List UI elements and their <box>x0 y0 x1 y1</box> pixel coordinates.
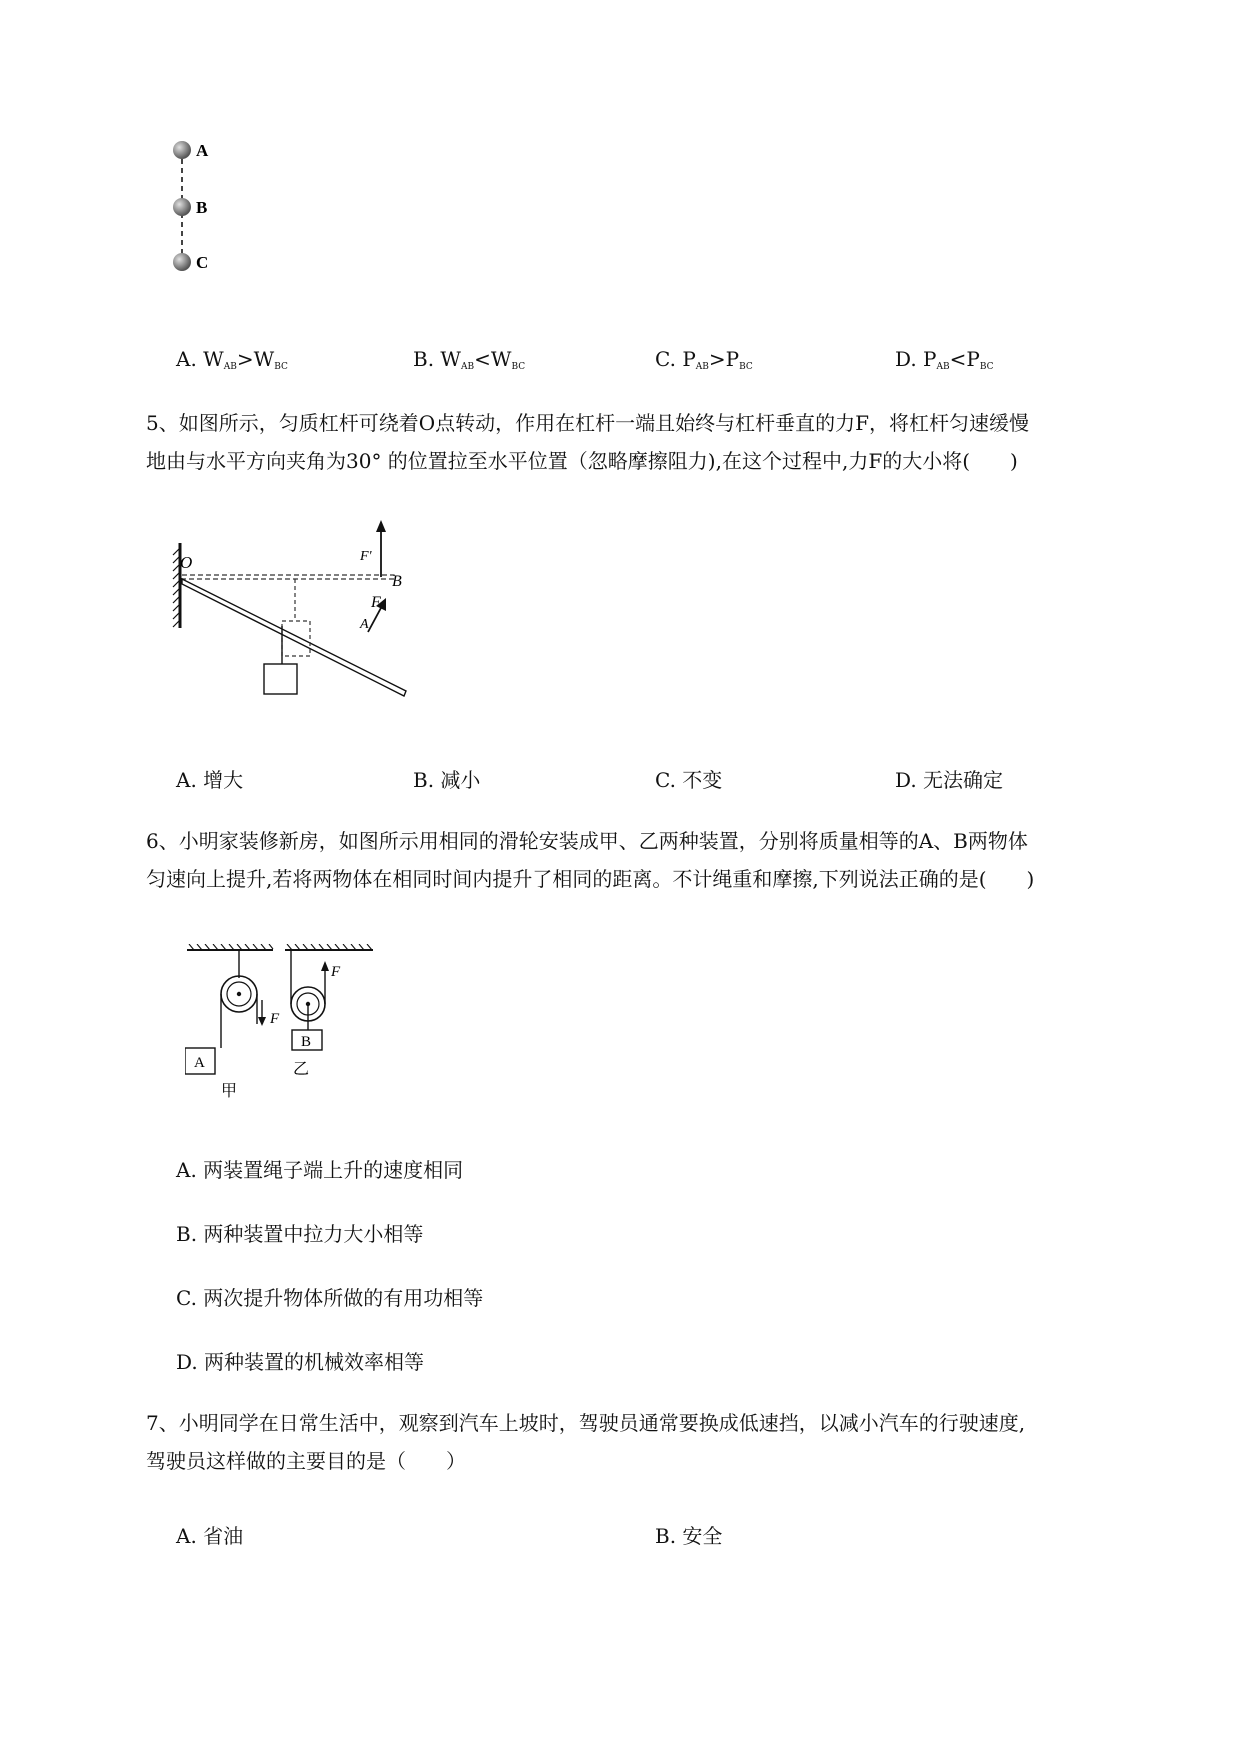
q6-pulley-figure <box>185 944 385 1104</box>
dashed-lever-horizontal <box>182 575 394 579</box>
q5-option-d[interactable]: D. 无法确定 <box>895 768 1004 792</box>
label-a: A <box>360 617 369 632</box>
q4-option-c[interactable]: C. $P_{AB}>P_{BC}$ <box>655 347 753 372</box>
label-f-yi: F <box>331 964 341 980</box>
q7-option-b[interactable]: B. 安全 <box>655 1524 723 1548</box>
q7-option-a[interactable]: A. 省油 <box>176 1524 244 1548</box>
label-block-b: B <box>301 1034 312 1050</box>
label-yi: 乙 <box>293 1061 310 1078</box>
label-b: B <box>196 198 208 217</box>
force-f-prime-arrowhead <box>376 520 386 532</box>
q4-option-d[interactable]: D. $P_{AB}<P_{BC}$ <box>895 347 994 372</box>
label-c: C <box>196 253 209 272</box>
ball-a <box>173 141 191 159</box>
q5-option-b[interactable]: B. 减小 <box>413 768 481 792</box>
label-f-prime: F' <box>360 549 372 564</box>
q6-option-a[interactable]: A. 两装置绳子端上升的速度相同 <box>176 1158 464 1182</box>
label-f: F <box>371 594 381 611</box>
q6-option-d[interactable]: D. 两种装置的机械效率相等 <box>176 1350 425 1374</box>
q5-option-c[interactable]: C. 不变 <box>655 768 723 792</box>
q4-option-b[interactable]: B. $W_{AB}<W_{BC}$ <box>413 347 526 372</box>
label-f-jia: F <box>270 1011 280 1027</box>
q7-stem: 7、小明同学在日常生活中，观察到汽车上坡时，驾驶员通常要换成低速挡，以减小汽车的行驶速度, 驾驶员这样做的主要目的是（ ） <box>146 1411 1026 1473</box>
label-b: B <box>392 573 402 590</box>
label-block-a: A <box>194 1055 205 1071</box>
force-jia-arrowhead <box>258 1017 266 1026</box>
q5-option-a[interactable]: A. 增大 <box>176 768 244 792</box>
q5-stem: 5、如图所示，匀质杠杆可绕着O点转动，作用在杠杆一端且始终与杠杆垂直的力F，将杠杆匀速缓慢 地由与水平方向夹角为30° 的位置拉至水平位置（忽略摩擦阻力),在这个过程中,力F的大小将( ) <box>146 411 1029 473</box>
label-a: A <box>196 141 209 160</box>
q6-stem: 6、小明家装修新房，如图所示用相同的滑轮安装成甲、乙两种装置，分别将质量相等的A、B两物体 匀速向上提升,若将两物体在相同时间内提升了相同的距离。不计绳重和摩擦,下列说法正确的是( ) <box>146 829 1035 891</box>
q5-lever-figure <box>170 518 460 718</box>
q6-option-c[interactable]: C. 两次提升物体所做的有用功相等 <box>176 1286 484 1310</box>
ball-b <box>173 198 191 216</box>
label-jia: 甲 <box>221 1083 238 1100</box>
force-yi-arrowhead <box>321 961 329 971</box>
ball-c <box>173 253 191 271</box>
q6-option-b[interactable]: B. 两种装置中拉力大小相等 <box>176 1222 424 1246</box>
weight-box <box>264 664 297 694</box>
q4-figure <box>170 140 250 290</box>
q4-option-a[interactable]: A. $W_{AB}>W_{BC}$ <box>176 347 288 372</box>
label-o: O <box>180 553 193 572</box>
